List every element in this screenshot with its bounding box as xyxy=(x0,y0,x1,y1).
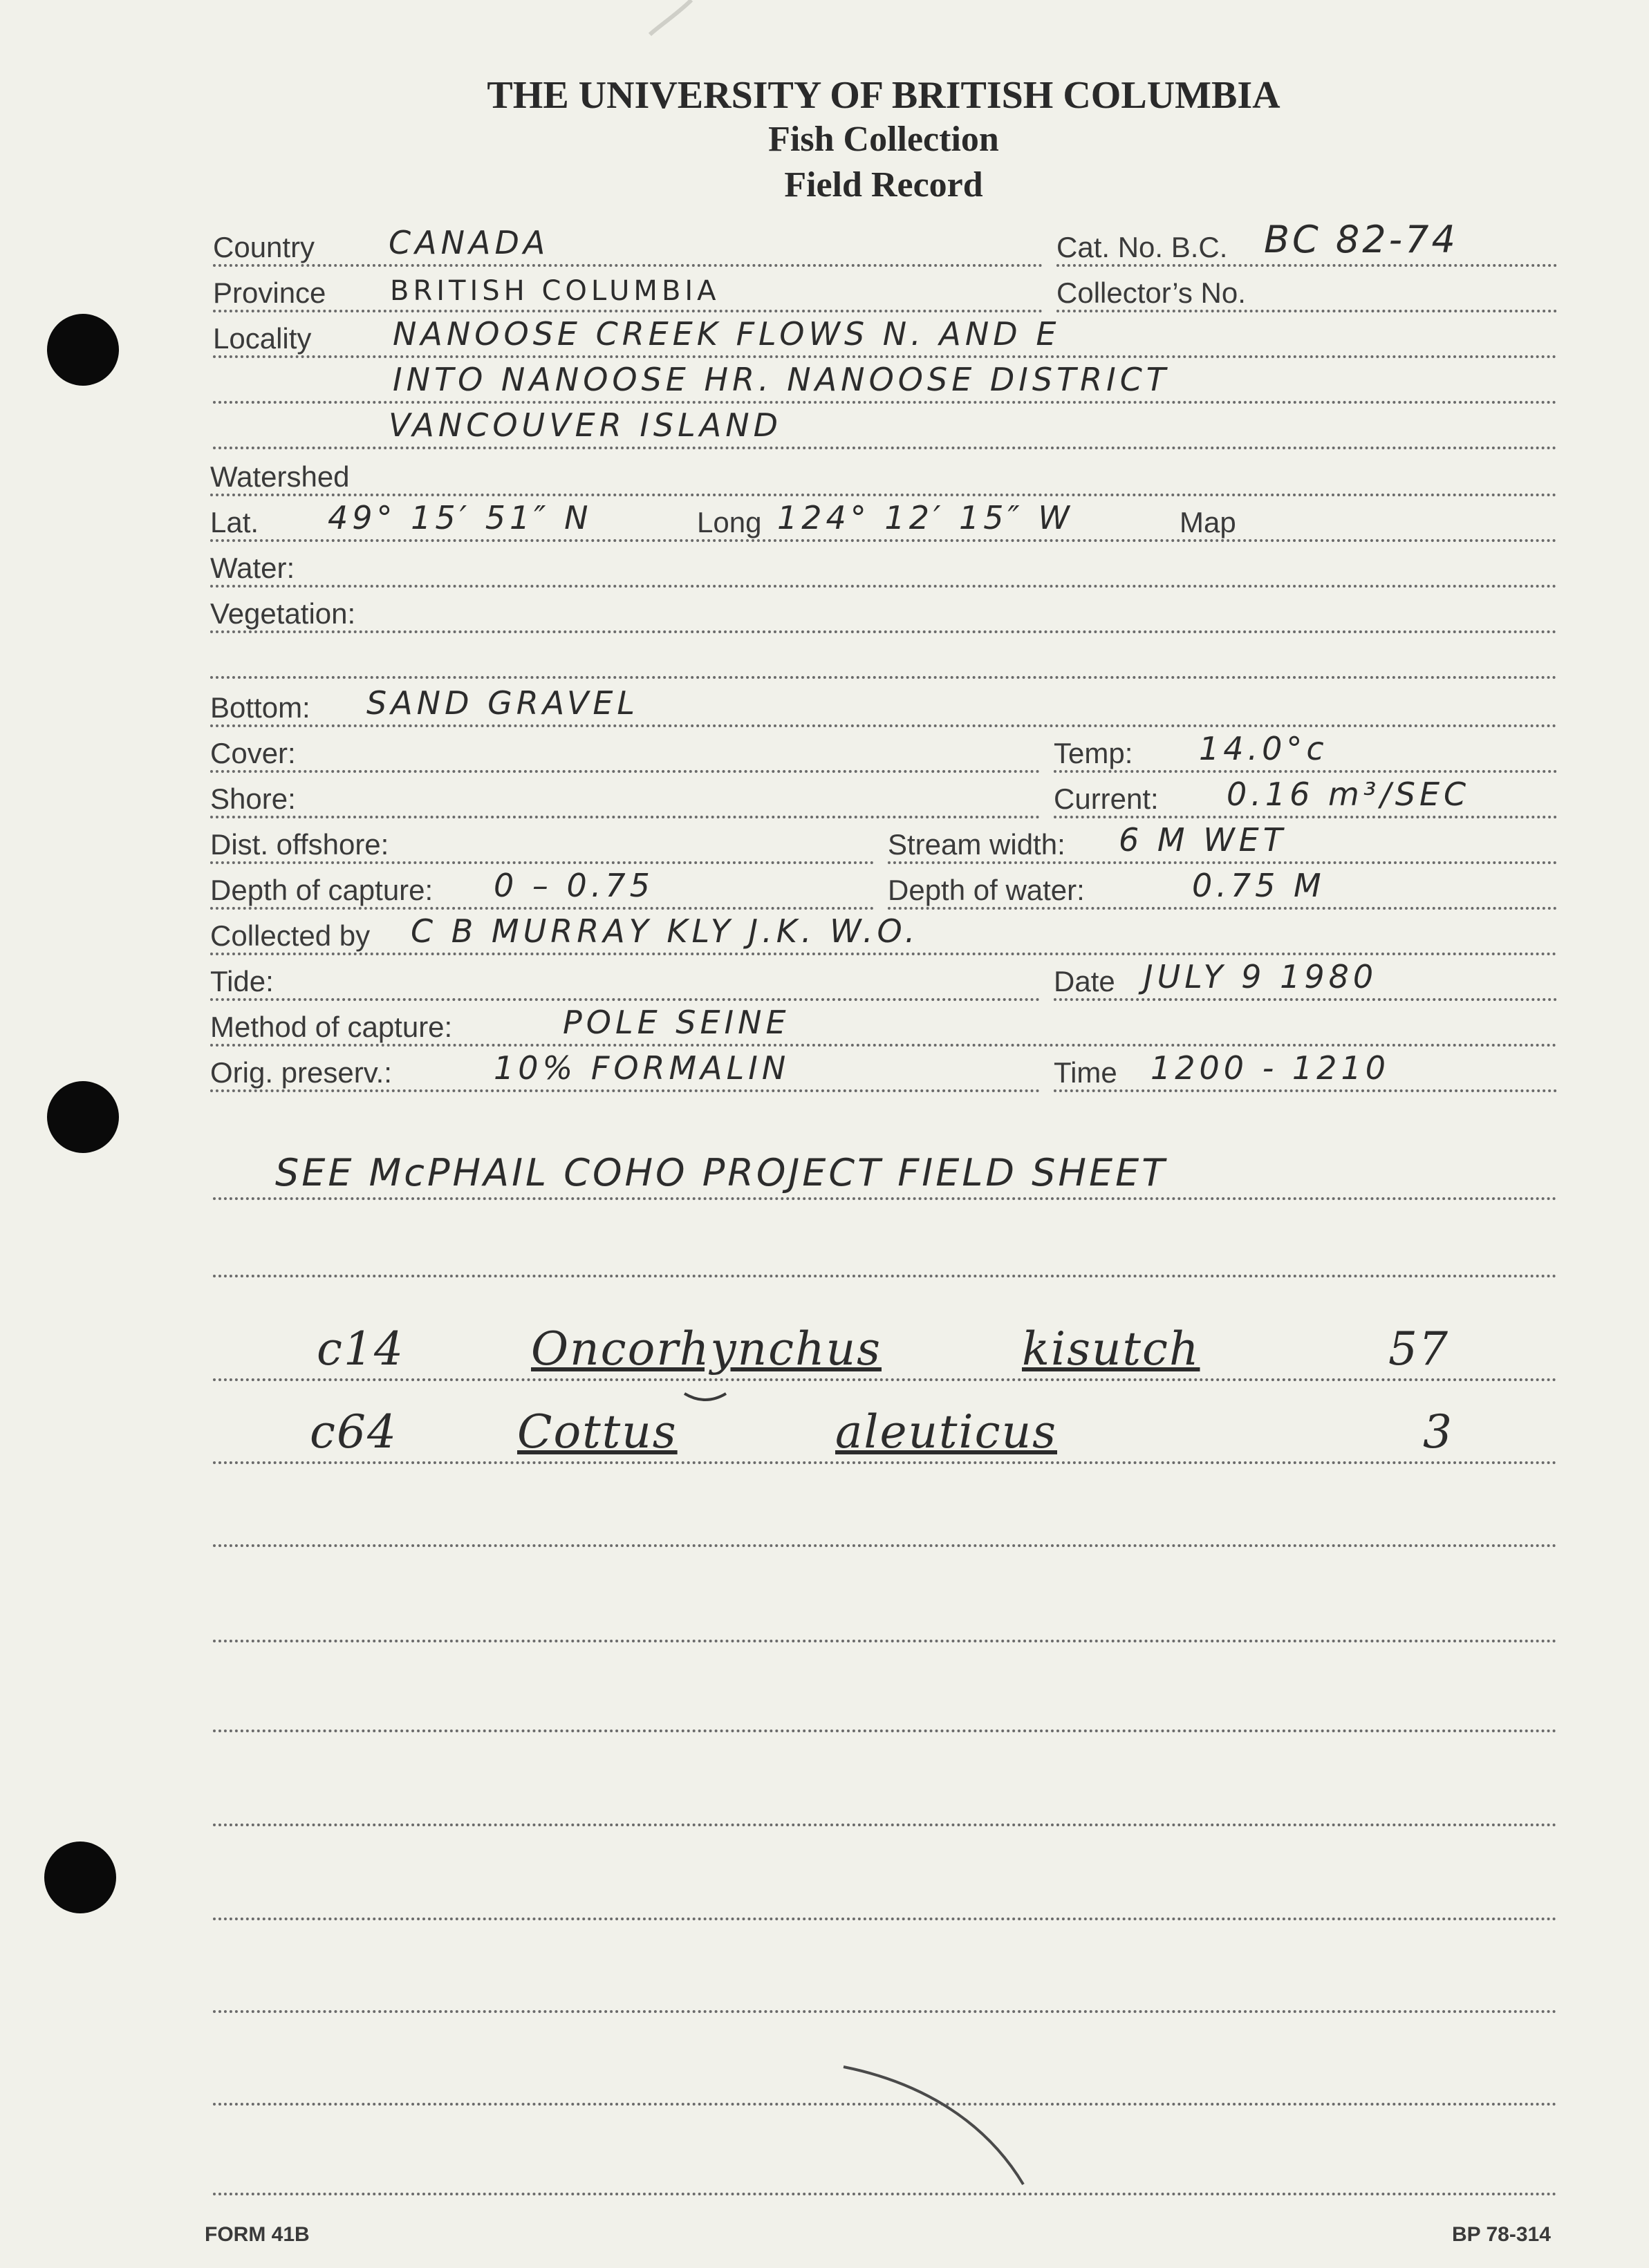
note-text-1: SEE McPHAIL COHO PROJECT FIELD SHEET xyxy=(275,1151,1168,1194)
long-label: Long xyxy=(697,506,762,538)
orig-preserv-value: 10% FORMALIN xyxy=(494,1049,790,1087)
country-label: Country xyxy=(213,231,315,263)
temp-label: Temp: xyxy=(1054,737,1133,769)
record-type-title: Field Record xyxy=(784,165,983,205)
shore-label: Shore: xyxy=(210,782,296,815)
depth-of-capture-label: Depth of capture: xyxy=(210,874,434,906)
cover-label: Cover: xyxy=(210,737,296,769)
current-label: Current: xyxy=(1054,782,1159,815)
province-label: Province xyxy=(213,277,326,309)
specimen-code: c64 xyxy=(310,1405,398,1459)
depth-of-water-value: 0.75 M xyxy=(1192,867,1325,904)
lat-label: Lat. xyxy=(210,506,259,538)
institution-title: THE UNIVERSITY OF BRITISH COLUMBIA xyxy=(487,74,1280,117)
cat-no-label: Cat. No. B.C. xyxy=(1056,231,1228,263)
temp-value: 14.0°c xyxy=(1199,730,1328,767)
orig-preserv-label: Orig. preserv.: xyxy=(210,1056,392,1089)
specimen-count: 3 xyxy=(1423,1405,1453,1459)
specimen-count: 57 xyxy=(1388,1322,1449,1376)
watershed-label: Watershed xyxy=(210,460,350,493)
stream-width-value: 6 M WET xyxy=(1119,821,1287,859)
date-value: JULY 9 1980 xyxy=(1144,958,1378,995)
lat-value: 49° 15′ 51″ N xyxy=(328,499,593,536)
collectors-no-label: Collector’s No. xyxy=(1056,277,1246,309)
print-code: BP 78-314 xyxy=(1452,2223,1551,2246)
stream-width-label: Stream width: xyxy=(888,828,1065,861)
bottom-label: Bottom: xyxy=(210,691,310,724)
current-value: 0.16 m³/SEC xyxy=(1227,776,1471,813)
locality-label: Locality xyxy=(213,322,312,355)
collected-by-label: Collected by xyxy=(210,919,371,952)
water-label: Water: xyxy=(210,552,295,584)
locality-value-line-3: VANCOUVER ISLAND xyxy=(389,406,783,444)
map-label: Map xyxy=(1180,506,1236,538)
locality-value-line-1: NANOOSE CREEK FLOWS N. AND E xyxy=(393,315,1061,353)
tide-label: Tide: xyxy=(210,965,274,997)
cat-no-value: BC 82-74 xyxy=(1264,218,1458,261)
specimen-code: c14 xyxy=(317,1322,404,1376)
country-value: CANADA xyxy=(389,224,550,261)
time-label: Time xyxy=(1054,1056,1117,1089)
vegetation-label: Vegetation: xyxy=(210,597,356,630)
date-label: Date xyxy=(1054,965,1115,997)
locality-value-line-2: INTO NANOOSE HR. NANOOSE DISTRICT xyxy=(393,361,1170,398)
depth-of-capture-value: 0 – 0.75 xyxy=(494,867,654,904)
collection-title: Fish Collection xyxy=(768,120,999,159)
form-number: FORM 41B xyxy=(205,2223,310,2246)
specimen-species: aleuticus xyxy=(835,1405,1057,1459)
long-value: 124° 12′ 15″ W xyxy=(777,499,1074,536)
specimen-species: kisutch xyxy=(1022,1322,1200,1376)
method-of-capture-label: Method of capture: xyxy=(210,1011,453,1043)
bottom-value: SAND GRAVEL xyxy=(366,684,640,722)
time-value: 1200 - 1210 xyxy=(1150,1049,1390,1087)
specimen-genus: Cottus xyxy=(517,1405,678,1459)
province-value: BRITISH COLUMBIA xyxy=(390,275,720,307)
depth-of-water-label: Depth of water: xyxy=(888,874,1085,906)
method-of-capture-value: POLE SEINE xyxy=(563,1004,790,1041)
collected-by-value: C B MURRAY KLY J.K. W.O. xyxy=(411,912,920,950)
specimen-genus: Oncorhynchus xyxy=(531,1322,882,1376)
dist-offshore-label: Dist. offshore: xyxy=(210,828,389,861)
